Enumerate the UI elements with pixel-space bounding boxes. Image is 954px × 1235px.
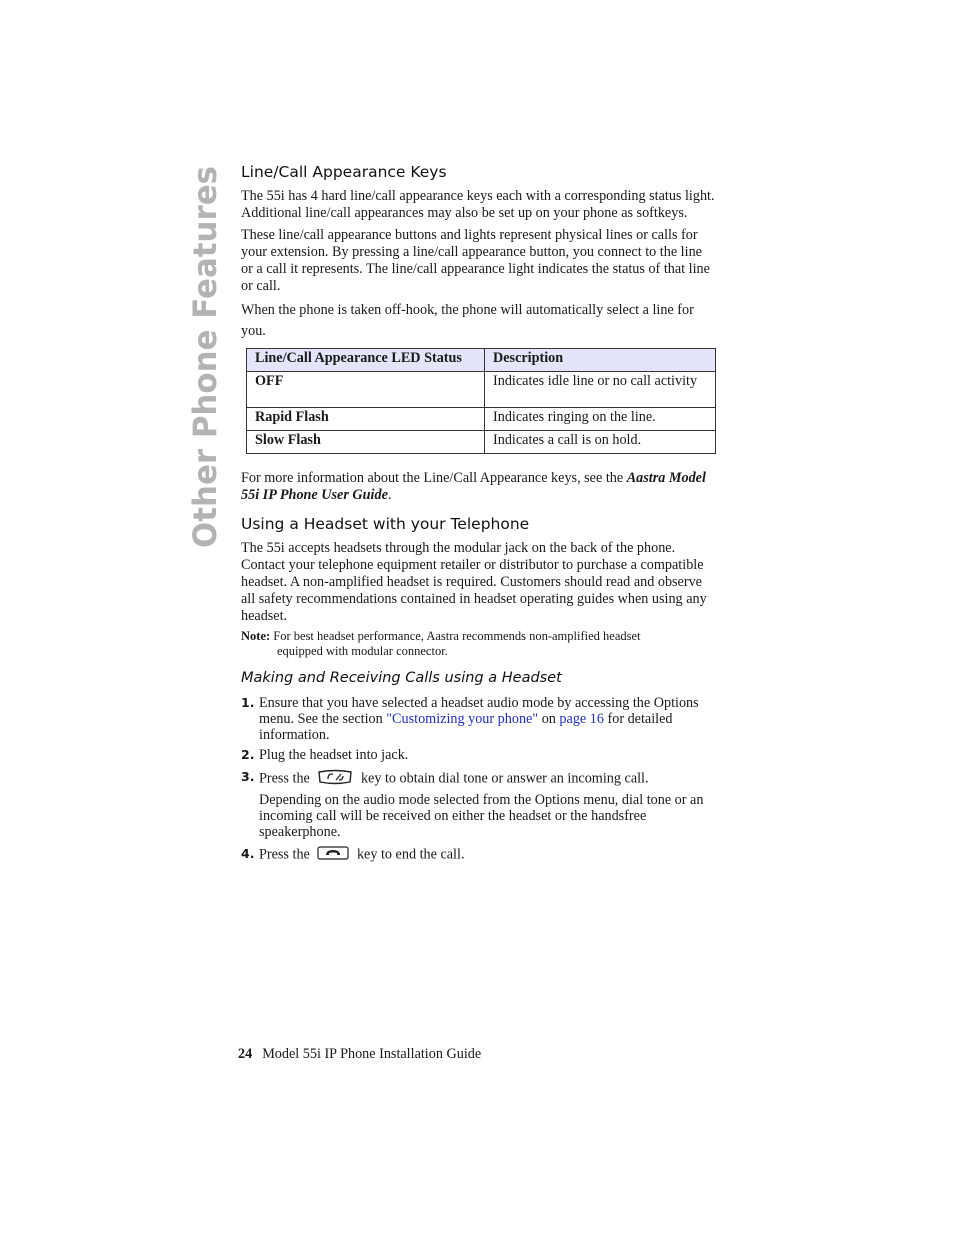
table-row <box>247 408 716 431</box>
page-16-link[interactable]: page 16 <box>559 711 604 727</box>
led-status-table <box>246 348 716 454</box>
paragraph: The 55i accepts headsets through the modular jack on the back of the phone. Contact your telephone equipment retailer or distributor to purchase a compatible headset. A non-amplified headset is required. Customers should read and observe all safety recommendations contained in headset operating guides when using any headset. <box>241 540 707 624</box>
list-item <box>241 769 716 840</box>
step-number: 1. <box>241 695 255 710</box>
page-footer <box>238 1046 481 1063</box>
step-text: Press the <box>259 770 310 787</box>
step-text: Press the <box>259 846 310 863</box>
cell-status: Slow Flash <box>247 431 485 454</box>
list-item <box>241 747 716 763</box>
page-number: 24 <box>238 1046 253 1062</box>
step-number: 4. <box>241 846 255 861</box>
section-heading-headset: Using a Headset with your Telephone <box>241 515 530 533</box>
side-tab-title <box>186 151 224 550</box>
step-number: 3. <box>241 769 255 784</box>
step-number: 2. <box>241 747 255 762</box>
cell-description: Indicates ringing on the line. <box>485 408 716 431</box>
cell-status: OFF <box>247 372 485 408</box>
user-guide-title: Aastra Model 55i IP Phone User Guide <box>241 470 706 503</box>
note-text: For best headset performance, Aastra recommends non-amplified headset <box>273 629 641 643</box>
cell-status: Rapid Flash <box>247 408 485 431</box>
column-header-description: Description <box>485 349 716 372</box>
note-text-continued: equipped with modular connector. <box>277 644 448 658</box>
headset-key-icon <box>317 769 353 789</box>
step-text: Plug the headset into jack. <box>259 747 409 763</box>
steps-list <box>241 695 716 864</box>
section-heading-making-calls: Making and Receiving Calls using a Headset <box>241 670 562 686</box>
footer-title: Model 55i IP Phone Installation Guide <box>262 1046 482 1062</box>
note-label: Note: <box>241 629 271 643</box>
table-row <box>247 431 716 454</box>
step-text: key to end the call. <box>356 846 465 863</box>
step-text: on <box>538 711 560 727</box>
side-tab-svg <box>186 151 224 550</box>
cell-description: Indicates idle line or no call activity <box>485 372 716 408</box>
cell-description: Indicates a call is on hold. <box>485 431 716 454</box>
customizing-phone-link[interactable]: "Customizing your phone" <box>386 711 539 727</box>
goodbye-key-icon <box>317 846 349 864</box>
step-text-continued: Depending on the audio mode selected from the Options menu, dial tone or an incoming call will be received on either the headset or the handsfree speakerphone. <box>259 792 704 840</box>
table-header-row <box>247 349 716 372</box>
page-content <box>241 162 716 868</box>
paragraph: When the phone is taken off-hook, the phone will automatically select a line for you. <box>241 302 694 339</box>
step-text: for detailed information. <box>259 711 673 743</box>
section-heading-line-keys: Line/Call Appearance Keys <box>241 163 447 181</box>
list-item <box>241 695 716 743</box>
step-text: key to obtain dial tone or answer an incoming call. <box>360 770 649 787</box>
table-row <box>247 372 716 408</box>
side-tab-text: Other Phone Features <box>186 151 224 548</box>
paragraph: These line/call appearance buttons and lights represent physical lines or calls for your extension. By pressing a line/call appearance button, you connect to the line or a call it represents. The line/call appearance light indicates the status of that line or call. <box>241 227 710 294</box>
more-info-end: . <box>387 487 392 503</box>
paragraph: The 55i has 4 hard line/call appearance keys each with a corresponding status light. Additional line/call appearances may also be set up on your phone as softkeys. <box>241 188 715 221</box>
step-text: Ensure that you have selected a headset audio mode by accessing the Options menu. See the section <box>259 695 699 727</box>
more-info-text: For more information about the Line/Call Appearance keys, see the <box>241 470 627 486</box>
note <box>241 629 716 659</box>
column-header-status: Line/Call Appearance LED Status <box>247 349 485 372</box>
list-item <box>241 846 716 864</box>
more-info-paragraph <box>241 470 716 504</box>
